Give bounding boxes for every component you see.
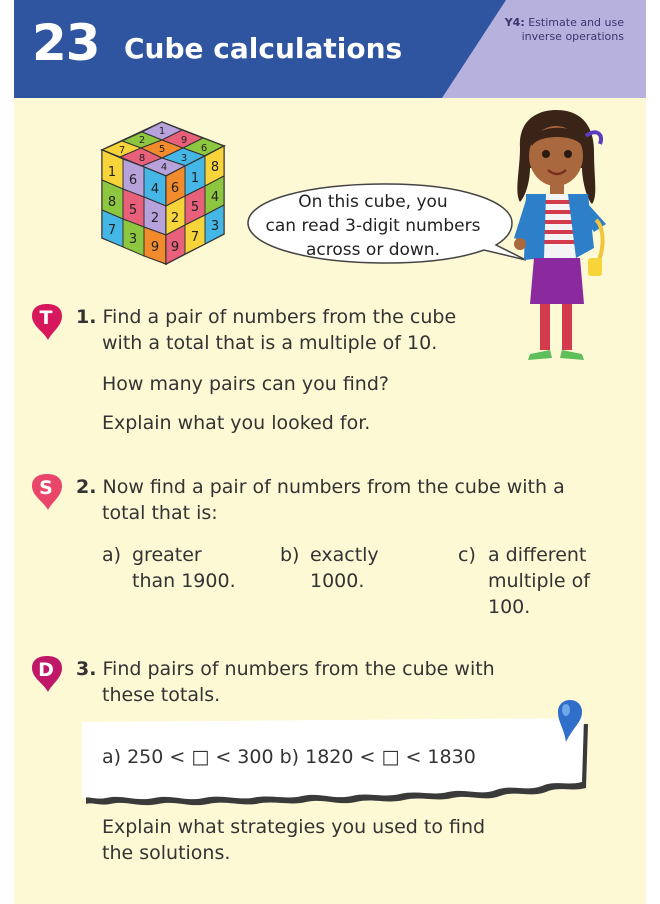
challenge-marker-s bbox=[30, 472, 64, 512]
pushpin-icon bbox=[554, 698, 584, 748]
marker-letter: S bbox=[39, 477, 53, 499]
cube-right-digit: 6 bbox=[170, 181, 180, 196]
cube-right-digit: 9 bbox=[170, 240, 180, 255]
part-a-text: than 1900. bbox=[132, 570, 236, 592]
curriculum-objective bbox=[484, 16, 624, 44]
part-c-label: c) bbox=[458, 544, 476, 566]
question-text-line: these totals. bbox=[102, 684, 221, 706]
cube-top-digit: 9 bbox=[180, 135, 188, 146]
number-cube-illustration bbox=[74, 118, 244, 268]
cube-top-digit: 2 bbox=[138, 135, 146, 146]
objective-text: Estimate and use inverse operations bbox=[521, 16, 624, 43]
question-text-line: with a total that is a multiple of 10. bbox=[102, 332, 438, 354]
question-text-line: Find pairs of numbers from the cube with bbox=[102, 658, 495, 680]
footer-prompt-line: Explain what strategies you used to find bbox=[102, 816, 486, 838]
footer-prompt-line: the solutions. bbox=[102, 842, 231, 864]
question-number: 1. bbox=[76, 306, 97, 328]
cube-right-digit: 8 bbox=[210, 160, 220, 175]
cube-front-digit: 5 bbox=[128, 203, 138, 218]
part-c-text: a different bbox=[488, 544, 587, 566]
inequality-prompt: a) 250 < □ < 300 b) 1820 < □ < 1830 bbox=[102, 746, 476, 768]
challenge-marker-d bbox=[30, 654, 64, 694]
girl-character-illustration bbox=[490, 108, 620, 368]
part-b-text: exactly bbox=[310, 544, 379, 566]
cube-right-digit: 5 bbox=[190, 200, 200, 215]
part-a-text: greater bbox=[132, 544, 202, 566]
marker-letter: D bbox=[38, 659, 54, 681]
cube-front-digit: 1 bbox=[107, 165, 117, 180]
question-subprompt: How many pairs can you find? bbox=[102, 373, 389, 395]
cube-front-digit: 4 bbox=[150, 182, 160, 197]
speech-line: On this cube, you bbox=[298, 192, 448, 212]
cube-right-digit: 3 bbox=[210, 219, 220, 234]
objective-code: Y4: bbox=[504, 16, 525, 29]
cube-top-digit: 1 bbox=[158, 126, 166, 137]
question-1 bbox=[76, 304, 456, 330]
cube-front-digit: 9 bbox=[150, 240, 160, 255]
cube-right-digit: 7 bbox=[190, 230, 200, 245]
cube-right-digit: 1 bbox=[190, 171, 200, 186]
question-text-line: Now find a pair of numbers from the cube with a bbox=[102, 476, 565, 498]
question-text-line: Find a pair of numbers from the cube bbox=[102, 306, 457, 328]
part-a-label: a) bbox=[102, 544, 122, 566]
part-b-label: b) bbox=[280, 544, 300, 566]
speech-line: can read 3-digit numbers bbox=[265, 216, 481, 236]
page-title: Cube calculations bbox=[124, 32, 403, 65]
speech-line: across or down. bbox=[306, 240, 440, 260]
cube-top-digit: 3 bbox=[180, 153, 188, 164]
cube-top-digit: 4 bbox=[160, 162, 168, 173]
question-subprompt: Explain what you looked for. bbox=[102, 412, 371, 434]
question-number: 2. bbox=[76, 476, 97, 498]
challenge-marker-t bbox=[30, 302, 64, 342]
header-banner bbox=[14, 0, 646, 98]
part-c-text: 100. bbox=[488, 596, 531, 618]
cube-top-digit: 6 bbox=[200, 143, 208, 154]
cube-front-digit: 6 bbox=[128, 173, 138, 188]
cube-top-digit: 8 bbox=[138, 153, 146, 164]
cube-front-digit: 3 bbox=[128, 232, 138, 247]
cube-top-digit: 5 bbox=[158, 144, 166, 155]
question-text-line: total that is: bbox=[102, 502, 218, 524]
workbook-page bbox=[14, 0, 646, 904]
speech-bubble-text bbox=[258, 190, 488, 262]
cube-front-digit: 2 bbox=[150, 211, 160, 226]
question-3 bbox=[76, 656, 495, 682]
cube-right-digit: 2 bbox=[170, 211, 180, 226]
part-b-text: 1000. bbox=[310, 570, 365, 592]
unit-number: 23 bbox=[32, 14, 100, 72]
question-2 bbox=[76, 474, 565, 500]
cube-front-digit: 7 bbox=[107, 223, 117, 238]
part-c-text: multiple of bbox=[488, 570, 590, 592]
cube-right-digit: 4 bbox=[210, 190, 220, 205]
cube-front-digit: 8 bbox=[107, 195, 117, 210]
cube-top-digit: 7 bbox=[118, 145, 126, 156]
marker-letter: T bbox=[39, 307, 53, 329]
question-number: 3. bbox=[76, 658, 97, 680]
